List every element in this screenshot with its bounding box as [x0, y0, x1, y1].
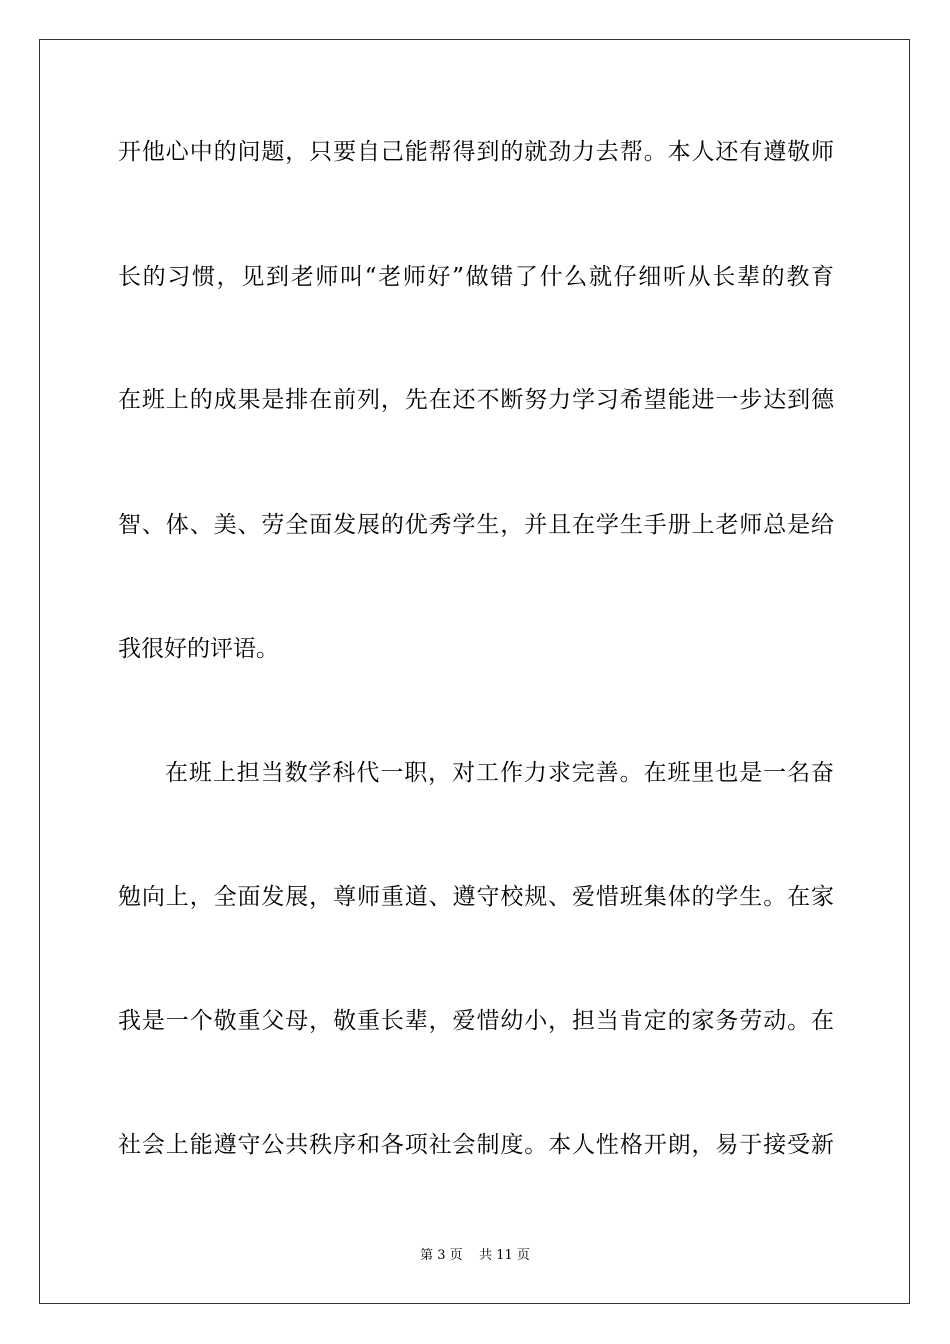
body-line-4: 智、体、美、劳全面发展的优秀学生，并且在学生手册上老师总是给 [118, 512, 834, 538]
body-line-8: 我是一个敬重父母，敬重长辈，爱惜幼小，担当肯定的家务劳动。在 [118, 1008, 834, 1034]
body-line-9: 社会上能遵守公共秩序和各项社会制度。本人性格开朗，易于接受新 [118, 1132, 834, 1158]
body-line-3: 在班上的成果是排在前列，先在还不断努力学习希望能进一步达到德 [118, 387, 834, 413]
page-number-footer: 第 3 页 共 11 页 [420, 1248, 530, 1263]
body-line-5: 我很好的评语。 [118, 636, 279, 662]
body-line-7: 勉向上，全面发展，尊师重道、遵守校规、爱惜班集体的学生。在家 [118, 884, 834, 910]
page-border [39, 39, 910, 1304]
body-line-2: 长的习惯，见到老师叫“老师好”做错了什么就仔细听从长辈的教育 [118, 264, 834, 290]
body-line-6: 在班上担当数学科代一职，对工作力求完善。在班里也是一名奋 [165, 760, 834, 786]
body-line-1: 开他心中的问题，只要自己能帮得到的就劲力去帮。本人还有遵敬师 [118, 139, 834, 165]
